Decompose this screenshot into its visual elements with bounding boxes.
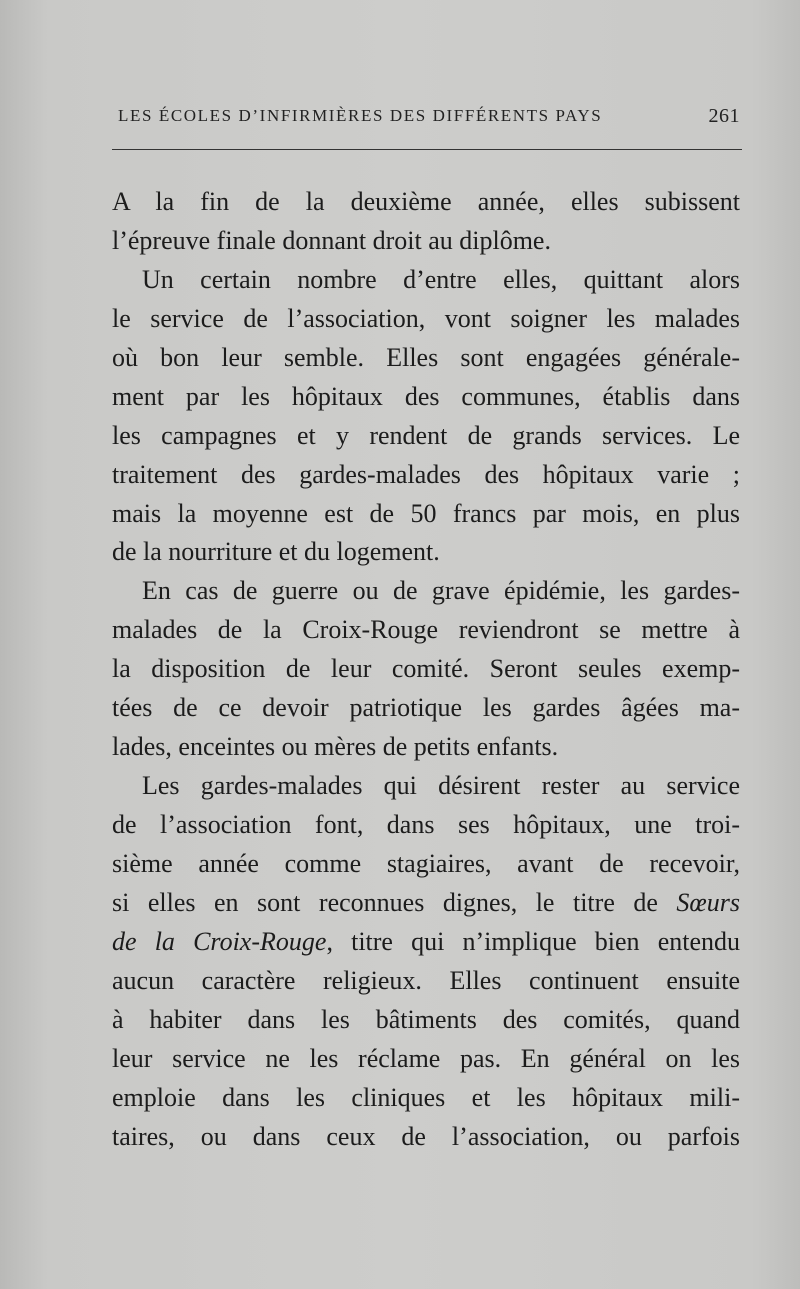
line-text: de l’association font, dans ses hôpitaux, une troi- bbox=[112, 810, 740, 839]
line-text: l’épreuve finale donnant droit au diplôme. bbox=[112, 225, 551, 255]
line-text: où bon leur semble. Elles sont engagées générale- bbox=[112, 342, 740, 372]
text-line bbox=[112, 183, 740, 222]
line-text: , titre qui n’implique bien entendu bbox=[326, 926, 740, 956]
line-text: tées de ce devoir patriotique les gardes âgées ma- bbox=[112, 693, 740, 723]
text-line bbox=[112, 845, 740, 884]
line-text: leur service ne les réclame pas. En général on les bbox=[112, 1043, 740, 1073]
line-text: taires, ou dans ceux de l’association, ou parfois bbox=[112, 1121, 740, 1151]
line-text: En cas de guerre ou de grave épidémie, les gardes- bbox=[142, 576, 740, 606]
line-text: A la fin de la deuxième année, elles subissent bbox=[112, 187, 740, 216]
text-line bbox=[112, 417, 740, 456]
italic-text: Sœurs bbox=[676, 887, 740, 917]
line-text: ment par les hôpitaux des communes, établis dans bbox=[112, 381, 740, 411]
text-line bbox=[112, 533, 740, 572]
text-line bbox=[112, 884, 740, 923]
line-text: Les gardes-malades qui désirent rester au service bbox=[142, 771, 740, 801]
line-text: si elles en sont reconnues dignes, le titre de bbox=[112, 887, 658, 917]
text-line bbox=[112, 378, 740, 417]
running-head: LES ÉCOLES D’INFIRMIÈRES DES DIFFÉRENTS PAYS bbox=[118, 106, 603, 125]
text-line bbox=[112, 339, 740, 378]
line-text: mais la moyenne est de 50 francs par mois, en plus bbox=[112, 498, 740, 528]
line-text: lades, enceintes ou mères de petits enfants. bbox=[112, 732, 559, 762]
page-number: 261 bbox=[708, 104, 740, 127]
text-line bbox=[112, 806, 740, 845]
line-text: la disposition de leur comité. Seront seules exemp- bbox=[112, 654, 740, 684]
line-text: traitement des gardes-malades des hôpitaux varie ; bbox=[112, 459, 740, 489]
text-line bbox=[112, 728, 740, 767]
text-line bbox=[112, 611, 740, 650]
text-line bbox=[112, 1079, 740, 1118]
line-text: à habiter dans les bâtiments des comités, quand bbox=[112, 1004, 740, 1034]
text-line bbox=[112, 689, 740, 728]
text-line bbox=[112, 1118, 740, 1157]
line-text: de la nourriture et du logement. bbox=[112, 537, 440, 567]
line-text: emploie dans les cliniques et les hôpitaux mili- bbox=[112, 1082, 740, 1112]
text-line bbox=[112, 962, 740, 1001]
line-text: aucun caractère religieux. Elles continuent ensuite bbox=[112, 965, 740, 995]
text-line bbox=[112, 1040, 740, 1079]
text-line bbox=[112, 495, 740, 534]
line-text: sième année comme stagiaires, avant de recevoir, bbox=[112, 848, 740, 878]
italic-text: de la Croix-Rouge bbox=[112, 926, 327, 956]
text-line bbox=[112, 261, 740, 300]
line-text: malades de la Croix-Rouge reviendront se mettre à bbox=[112, 615, 740, 645]
page-header bbox=[118, 100, 740, 132]
text-line bbox=[112, 923, 740, 962]
line-text: les campagnes et y rendent de grands services. Le bbox=[112, 420, 740, 450]
text-line bbox=[112, 456, 740, 495]
header-rule bbox=[112, 149, 742, 150]
text-line bbox=[112, 767, 740, 806]
text-line bbox=[112, 300, 740, 339]
body-text bbox=[112, 183, 740, 1156]
line-text: le service de l’association, vont soigner les malades bbox=[112, 303, 740, 333]
line-text: Un certain nombre d’entre elles, quittant alors bbox=[142, 264, 740, 294]
text-line bbox=[112, 1001, 740, 1040]
text-line bbox=[112, 222, 740, 261]
text-line bbox=[112, 650, 740, 689]
text-line bbox=[112, 572, 740, 611]
